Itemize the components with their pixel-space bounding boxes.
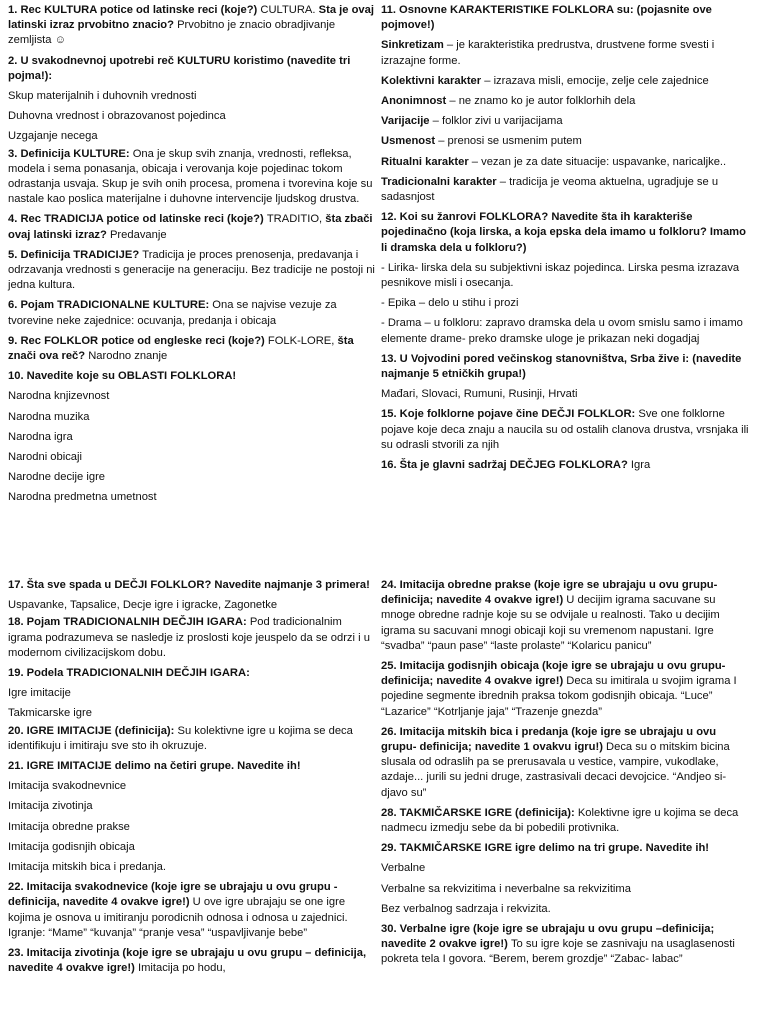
term-item: Sinkretizam – je karakteristika predrustva, drustvene forme svesti i izrazajne forme. (381, 39, 715, 67)
q19: 19. Podela TRADICIONALNIH DEČJIH IGARA: (8, 667, 250, 680)
list-item: Imitacija godisnjih obicaja (8, 840, 135, 853)
q24: 24. Imitacija obredne prakse (koje igre se ubrajaju u ovu grupu- definicija; navedite 4 ovakve igre!) U decijim igrama sacuvane su mnoge obredne radnje koje su se odvijale u realnosti. Tako u decijim igrama su sacuvani mnogi obicaji koji su vremenom napustani. Igre “svadba” “paun pase” “laste prolaste” “Kolaricu panicu” (381, 579, 720, 652)
list-item: Uspavanke, Tapsalice, Decje igre i igracke, Zagonetke (8, 599, 278, 612)
q23: 23. Imitacija zivotinja (koje igre se ubrajaju u ovu grupu – definicija, navedite 4 ovakve igre!) Imitacija po hodu, (8, 947, 367, 975)
q9: 9. Rec FOLKLOR potice od engleske reci (koje?) FOLK-LORE, šta znači ova reč? Narodno znanje (8, 334, 354, 363)
list-item: Verbalne sa rekvizitima i neverbalne sa rekvizitima (381, 882, 631, 895)
q11: 11. Osnovne KARAKTERISTIKE FOLKLORA su: (pojasnite ove pojmove!) (381, 4, 712, 32)
q18: 18. Pojam TRADICIONALNIH DEČJIH IGARA: Pod tradicionalnim igrama podrazumeva se nasledje iz proslosti koje jeuspelo da se odrzi i u modernom civilizacijskom dobu. (8, 616, 370, 659)
column-bottom-left (8, 578, 376, 981)
term-item: Ritualni karakter – vezan je za date situacije: uspavanke, naricaljke.. (381, 155, 727, 168)
column-top-right (381, 3, 749, 478)
term-item: Kolektivni karakter – izrazava misli, emocije, zelje cele zajednice (381, 74, 709, 87)
list-item: Uzgajanje necega (8, 130, 98, 143)
q2: 2. U svakodnevnoj upotrebi reč KULTURU koristimo (navedite tri pojma!): (8, 54, 351, 82)
term-item: Usmenost – prenosi se usmenim putem (381, 135, 582, 148)
list-item: - Drama – u folkloru: zapravo dramska dela u ovom smislu samo i imamo elemente drame- preko dramske uloge je prikazan neki dogadjaj (381, 317, 743, 345)
list-item: Imitacija mitskih bica i predanja. (8, 861, 166, 874)
q6: 6. Pojam TRADICIONALNE KULTURE: Ona se najvise vezuje za tvorevine neke zajednice: ocuvanja, predanja i obicaja (8, 299, 337, 327)
q28: 28. TAKMIČARSKE IGRE (definicija): Kolektivne igre u kojima se deca nadmecu izmedju sebe da bi pobedili protivnika. (381, 806, 739, 835)
list-item: Takmicarske igre (8, 707, 92, 720)
list-item: Duhovna vrednost i obrazovanost pojedinca (8, 110, 226, 123)
q30: 30. Verbalne igre (koje igre se ubrajaju u ovu grupu –definicija; navedite 2 ovakve igre!) To su igre koje se zasnivaju na usaglasenosti pokreta tela I govora. “Berem, berem grozdje” “Zabac- labac” (381, 923, 735, 966)
column-top-left (8, 3, 376, 511)
term-item: Varijacije – folklor zivi u varijacijama (381, 115, 563, 128)
q13: 13. U Vojvodini pored večinskog stanovništva, Srba žive i: (navedite najmanje 5 etničkih grupa!) (381, 352, 742, 381)
q29: 29. TAKMIČARSKE IGRE igre delimo na tri grupe. Navedite ih! (381, 842, 710, 855)
list-item: Imitacija obredne prakse (8, 820, 130, 833)
list-item: Mađari, Slovaci, Rumuni, Rusinji, Hrvati (381, 388, 578, 401)
q22: 22. Imitacija svakodnevice (koje igre se ubrajaju u ovu grupu - definicija, navedite 4 ovakve igre!) U ove igre ubrajaju se one igre kojima je osnova u imitiranju porodicnih odnosa i odnosa u zajednici. Igranje: “Mame” “kuvanja” “pranje vesa” “uspavljivanje bebe” (8, 881, 348, 939)
q5: 5. Definicija TRADICIJE? Tradicija je proces prenosenja, predavanja i odrzavanja vrednosti s generacije na generaciju. Bez tradicije ne postoji ni jedna kultura. (8, 248, 375, 292)
q21: 21. IGRE IMITACIJE delimo na četiri grupe. Navedite ih! (8, 760, 301, 773)
list-item: Bez verbalnog sadrzaja i rekvizita. (381, 902, 551, 915)
term-item: Anonimnost – ne znamo ko je autor folklorhih dela (381, 95, 636, 108)
q1: 1. Rec KULTURA potice od latinske reci (koje?) CULTURA. Sta je ovaj latinski izraz prvobitno znacio? Prvobitno je znacio obradjivanje zemljista ☺ (8, 4, 374, 47)
q17: 17. Šta sve spada u DEČJI FOLKLOR? Navedite najmanje 3 primera! (8, 579, 370, 591)
q15: 15. Koje folklorne pojave čine DEČJI FOLKLOR: Sve one folklorne pojave koje deca znaju a naucila su od ostalih clanova drustva, vrsnjaka ili su odrasli stvorili za njih (381, 408, 749, 451)
q20: 20. IGRE IMITACIJE (definicija): Su kolektivne igre u kojima se deca identifikuju i imitiraju sve sto ih okruzuje. (8, 724, 353, 752)
q25: 25. Imitacija godisnjih obicaja (koje igre se ubrajaju u ovu grupu- definicija; navedite 4 ovakve igre!) Deca su imitirala u svojim igrama I pojedine segmente ibrednih praksa tokom godisnjih obicaja. “Luce” “Lazarice” “Kotrljanje jaja” “Trazenje gnezda” (381, 660, 737, 718)
list-item: Skup materijalnih i duhovnih vrednosti (8, 90, 197, 103)
list-item: Imitacija zivotinja (8, 800, 93, 813)
list-item: Igre imitacije (8, 687, 71, 700)
list-item: - Epika – delo u stihu i prozi (381, 297, 519, 310)
list-item: Narodni obicaji (8, 451, 83, 464)
list-item: Narodne decije igre (8, 471, 106, 484)
q3: 3. Definicija KULTURE: Ona je skup svih znanja, vrednosti, refleksa, modela i sema ponasanja, obicaja i verovanja koje pojedinac tokom odrastanja usvaja. Skup je svih onih procesa, promena i tvorevina koje su nastale kao poslica materijalne i duhovne intervencije ljudskog drustva. (8, 147, 373, 206)
list-item: Imitacija svakodnevnice (8, 780, 127, 793)
list-item: Narodna knjizevnost (8, 390, 110, 403)
list-item: Verbalne (381, 862, 426, 875)
list-item: Narodna igra (8, 430, 73, 443)
list-item: Narodna muzika (8, 410, 90, 423)
term-item: Tradicionalni karakter – tradicija je veoma aktuelna, ugradjuje se u sadasnjost (381, 175, 719, 204)
list-item: - Lirika- lirska dela su subjektivni iskaz pojedinca. Lirska pesma izrazava pesnikove misli i osecanja. (381, 261, 740, 290)
q12: 12. Koi su žanrovi FOLKLORA? Navedite šta ih karakteriše pojedinačno (koja lirska, a koja epska dela imamo u folkloru? Imamo li dramska dela u folkloru?) (381, 211, 746, 254)
column-bottom-right (381, 578, 749, 973)
q26: 26. Imitacija mitskih bica i predanja (koje igre se ubrajaju u ovu grupu- definicija; navedite 1 ovakvu igru!) Deca su o mitskim bicina slusala od odraslih pa se prerusavala u vestice, vampire, vukodlake, azdaje... jurili su jedni druge, zastrasivali decaci devojcice. “Andjeo si- djavo su” (381, 725, 730, 799)
q4: 4. Rec TRADICIJA potice od latinske reci (koje?) TRADITIO, šta zbači ovaj latinski izraz? Predavanje (8, 213, 373, 241)
list-item: Narodna predmetna umetnost (8, 491, 157, 504)
q10: 10. Navedite koje su OBLASTI FOLKLORA! (8, 370, 237, 383)
q16: 16. Šta je glavni sadržaj DEČJEG FOLKLORA? Igra (381, 459, 651, 472)
